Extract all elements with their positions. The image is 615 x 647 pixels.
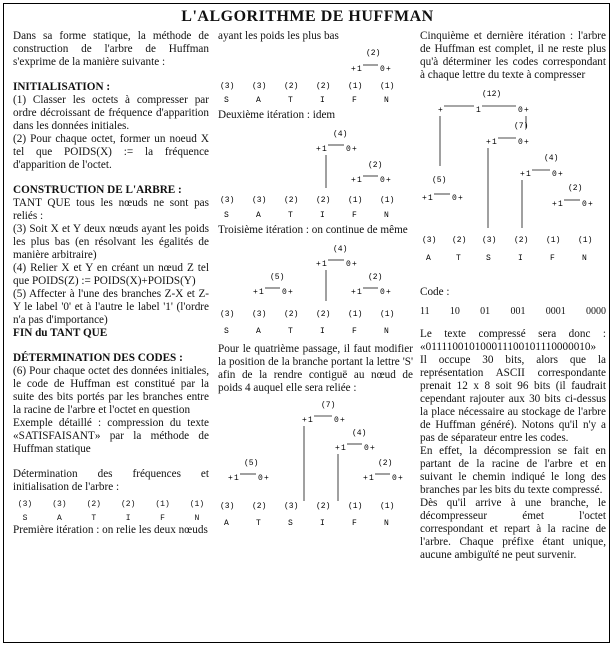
plus-sign: +: [524, 138, 529, 147]
fifth-iteration-text: Cinquième et dernière itération : l'arbre de Huffman est complet, il ne reste plus qu'à déterminer les codes correspondant à chaque lettre du texte à compresser: [420, 30, 606, 81]
weight-value: (1): [348, 502, 363, 511]
plus-sign: +: [486, 138, 491, 147]
letter: N: [384, 211, 389, 220]
fin-tant-que: FIN du TANT QUE: [13, 327, 108, 339]
weight-value: (2): [316, 502, 331, 511]
branch-label: 1: [308, 416, 313, 425]
letter: S: [224, 96, 229, 105]
weight-value: (3): [422, 236, 437, 245]
branch-label: 0: [452, 194, 457, 203]
node-weight: (2): [368, 161, 383, 170]
node-weight: (4): [333, 130, 348, 139]
code-value: 001: [510, 306, 526, 317]
codes-heading: DÉTERMINATION DES CODES :: [13, 352, 183, 364]
branch-label: 1: [357, 288, 362, 297]
branch-label: 0: [392, 474, 397, 483]
letter: T: [288, 96, 293, 105]
weight-value: (1): [578, 236, 593, 245]
branch-label: 1: [526, 170, 531, 179]
node-weight: (5): [270, 273, 285, 282]
plus-sign: +: [422, 194, 427, 203]
letter: N: [384, 96, 389, 105]
weight-value: (2): [284, 196, 299, 205]
weight-value: (3): [252, 196, 267, 205]
code-value: 0001: [545, 306, 566, 317]
step-6: (6) Pour chaque octet des données initiales, le code de Huffman est constitué par la suite des bits portés par les branches entre la racine de l'arbre et l'octet en question: [13, 365, 209, 416]
weight-value: (1): [155, 500, 170, 509]
letter: A: [426, 254, 431, 263]
tree-iteration-1: [218, 43, 413, 105]
branch-label: 1: [369, 474, 374, 483]
weight-value: (1): [546, 236, 561, 245]
branch-label: 1: [428, 194, 433, 203]
letter: A: [256, 327, 261, 336]
node-weight: (2): [568, 184, 583, 193]
branch-label: 1: [357, 65, 362, 74]
plus-sign: +: [340, 416, 345, 425]
letter: F: [160, 514, 165, 523]
weight-value: (2): [284, 310, 299, 319]
code-value: 01: [480, 306, 491, 317]
codes-row: [420, 305, 606, 318]
branch-label: 1: [259, 288, 264, 297]
plus-sign: +: [288, 288, 293, 297]
branch-label: 0: [518, 138, 523, 147]
branch-label: 0: [346, 145, 351, 154]
weight-value: (3): [220, 502, 235, 511]
tree-final: [420, 82, 606, 282]
tree-iteration-4: [218, 395, 413, 530]
letter: S: [288, 519, 293, 528]
branch-label: 0: [364, 444, 369, 453]
plus-sign: +: [228, 474, 233, 483]
branch-label: 0: [380, 65, 385, 74]
code-value: 0000: [585, 306, 606, 317]
second-iteration-text: Deuxième itération : idem: [218, 109, 336, 121]
letter: N: [384, 519, 389, 528]
letter: N: [384, 327, 389, 336]
node-weight: (5): [432, 176, 447, 185]
letters-row: [13, 514, 209, 524]
letter: A: [56, 514, 62, 523]
third-iteration-text: Troisième itération : on continue de même: [218, 224, 408, 236]
letter: F: [352, 211, 357, 220]
plus-sign: +: [264, 474, 269, 483]
paragraph-bits: Il occupe 30 bits, alors que la représentation ASCII correspondante prenait 12 x 8 soit 96 bits (il faudrait cependant rajouter aux 30 bits ci-dessus la place nécessaire au stockage de l'arbre de Huffman généré). Notons qu'il n'y a pas de séparateur entre les codes.: [420, 354, 606, 444]
branch-label: 1: [322, 145, 327, 154]
node-weight: (4): [333, 245, 348, 254]
plus-sign: +: [351, 176, 356, 185]
tree-iteration-2: [218, 122, 413, 220]
weight-value: (3): [17, 500, 33, 509]
plus-sign: +: [335, 444, 340, 453]
node-weight: (7): [321, 401, 336, 410]
letter: T: [288, 327, 293, 336]
weight-value: (3): [252, 310, 267, 319]
branch-label: 0: [380, 288, 385, 297]
weight-value: (2): [120, 500, 136, 509]
letter: F: [352, 96, 357, 105]
init-heading: INITIALISATION :: [13, 81, 111, 93]
branch-label: 1: [357, 176, 362, 185]
letter: A: [256, 211, 261, 220]
plus-sign: +: [351, 65, 356, 74]
plus-sign: +: [558, 170, 563, 179]
column-right: [420, 30, 606, 562]
code-label: Code :: [420, 286, 450, 298]
plus-sign: +: [524, 106, 529, 115]
letter: N: [582, 254, 587, 263]
weight-value: (2): [316, 196, 331, 205]
branch-label: 1: [492, 138, 497, 147]
node-weight: (4): [352, 429, 367, 438]
paragraph-decompression: En effet, la décompression se fait en partant de la racine de l'arbre et en suivant le chemin indiqué le long des branches par les bits du texte compressé.: [420, 445, 606, 496]
letter: I: [125, 514, 131, 523]
weight-value: (3): [220, 82, 235, 91]
example-text: Exemple détaillé : compression du texte «SATISFAISANT» par la méthode de Huffman statique: [13, 417, 209, 455]
plus-sign: +: [370, 444, 375, 453]
letter: T: [91, 514, 97, 523]
plus-sign: +: [352, 260, 357, 269]
tant-que: TANT QUE tous les nœuds ne sont pas reliés :: [13, 197, 209, 222]
node-weight: (5): [244, 459, 259, 468]
node-weight: (2): [378, 459, 393, 468]
plus-sign: +: [253, 288, 258, 297]
code-value: 10: [449, 306, 460, 317]
branch-label: 1: [322, 260, 327, 269]
construct-heading: CONSTRUCTION DE L'ARBRE :: [13, 184, 182, 196]
letter: T: [288, 211, 293, 220]
node-weight: (2): [368, 273, 383, 282]
weight-value: (1): [189, 500, 205, 509]
weight-value: (3): [482, 236, 497, 245]
weight-value: (2): [252, 502, 267, 511]
weight-value: (2): [86, 500, 101, 509]
intro-text: Dans sa forme statique, la méthode de construction de l'arbre de Huffman s'exprime de la manière suivante :: [13, 30, 209, 68]
letter: T: [256, 519, 261, 528]
node-weight: (12): [482, 90, 502, 99]
weight-value: (2): [452, 236, 467, 245]
letter: I: [320, 211, 325, 220]
weight-value: (3): [220, 196, 235, 205]
letter: F: [352, 327, 357, 336]
weights-row: [13, 500, 209, 510]
letter: I: [518, 254, 523, 263]
weight-value: (1): [348, 82, 363, 91]
letter: I: [320, 327, 325, 336]
step-3: (3) Soit X et Y deux nœuds ayant les poids les plus bas (en résolvant les égalités de manière arbitraire): [13, 223, 209, 261]
letter: T: [456, 254, 461, 263]
branch-label: 0: [552, 170, 557, 179]
plus-sign: +: [316, 145, 321, 154]
plus-sign: +: [588, 200, 593, 209]
plus-sign: +: [302, 416, 307, 425]
article-title: L'ALGORITHME DE HUFFMAN: [181, 8, 434, 25]
branch-label: 1: [341, 444, 346, 453]
weight-value: (1): [348, 196, 363, 205]
node-weight: (7): [514, 122, 529, 131]
plus-sign: +: [386, 176, 391, 185]
weight-value: (3): [52, 500, 67, 509]
letter: F: [352, 519, 357, 528]
weight-value: (1): [380, 196, 395, 205]
branch-label: 1: [234, 474, 239, 483]
init-step-2: (2) Pour chaque octet, former un noeud X tel que POIDS(X) := la fréquence d'apparition de l'octet.: [13, 133, 209, 171]
letter: I: [320, 519, 325, 528]
branch-label: 1: [476, 106, 481, 115]
node-weight: (2): [366, 49, 381, 58]
branch-label: 0: [518, 106, 523, 115]
plus-sign: +: [552, 200, 557, 209]
tree-iteration-3: [218, 237, 413, 339]
init-step-1: (1) Classer les octets à compresser par ordre décroissant de fréquence d'apparition dans les données initiales.: [13, 94, 209, 132]
column-middle: [218, 30, 413, 534]
step-5: (5) Affecter à l'une des branches Z-X et Z-Y le label '0' et à l'autre le label '1' (l'ordre n'a pas d'importance): [13, 288, 209, 326]
letter: F: [550, 254, 555, 263]
plus-sign: +: [386, 288, 391, 297]
letter: S: [22, 514, 28, 523]
node-weight: (4): [544, 154, 559, 163]
branch-label: 0: [380, 176, 385, 185]
weight-value: (3): [284, 502, 299, 511]
letter: S: [224, 327, 229, 336]
branch-label: 0: [258, 474, 263, 483]
weight-value: (2): [316, 82, 331, 91]
first-iteration-text: Première itération : on relie les deux nœuds: [13, 524, 208, 536]
branch-label: 0: [346, 260, 351, 269]
branch-label: 0: [282, 288, 287, 297]
weight-value: (3): [252, 82, 267, 91]
fourth-iteration-text: Pour le quatrième passage, il faut modifier la position de la branche portant la lettre 'S' afin de la rendre contiguë au nœud de poids 4 auquel elle sera reliée :: [218, 343, 413, 394]
branch-label: 0: [582, 200, 587, 209]
letter: S: [224, 211, 229, 220]
branch-label: 0: [334, 416, 339, 425]
weight-value: (2): [284, 82, 299, 91]
step-4: (4) Relier X et Y en créant un nœud Z tel que POIDS(Z) := POIDS(X)+POIDS(Y): [13, 262, 209, 287]
letter: S: [486, 254, 491, 263]
weight-value: (2): [316, 310, 331, 319]
determination-text: Détermination des fréquences et initialisation de l'arbre :: [13, 468, 209, 493]
paragraph-prefix: Dès qu'il arrive à une branche, le décompresseur émet l'octet correspondant et repart à la racine de l'arbre. Chaque préfixe étant unique, aucune ambiguïté ne peut survenir.: [420, 497, 606, 561]
weight-value: (1): [380, 502, 395, 511]
plus-sign: +: [352, 145, 357, 154]
code-value: 11: [420, 306, 430, 317]
weight-value: (1): [348, 310, 363, 319]
plus-sign: +: [398, 474, 403, 483]
first-iteration-cont: ayant les poids les plus bas: [218, 30, 339, 42]
plus-sign: +: [316, 260, 321, 269]
letter: A: [256, 96, 261, 105]
plus-sign: +: [438, 106, 443, 115]
branch-label: 1: [558, 200, 563, 209]
letter: I: [320, 96, 325, 105]
compressed-text: Le texte compressé sera donc : «011110010100011100101110000010»: [420, 328, 606, 353]
plus-sign: +: [351, 288, 356, 297]
weight-value: (3): [220, 310, 235, 319]
weight-value: (2): [514, 236, 529, 245]
letter: A: [224, 519, 229, 528]
plus-sign: +: [386, 65, 391, 74]
article-frame: [3, 3, 610, 643]
plus-sign: +: [458, 194, 463, 203]
plus-sign: +: [363, 474, 368, 483]
letter: N: [194, 514, 200, 523]
weight-value: (1): [380, 310, 395, 319]
weight-value: (1): [380, 82, 395, 91]
plus-sign: +: [520, 170, 525, 179]
column-left: [13, 30, 209, 537]
